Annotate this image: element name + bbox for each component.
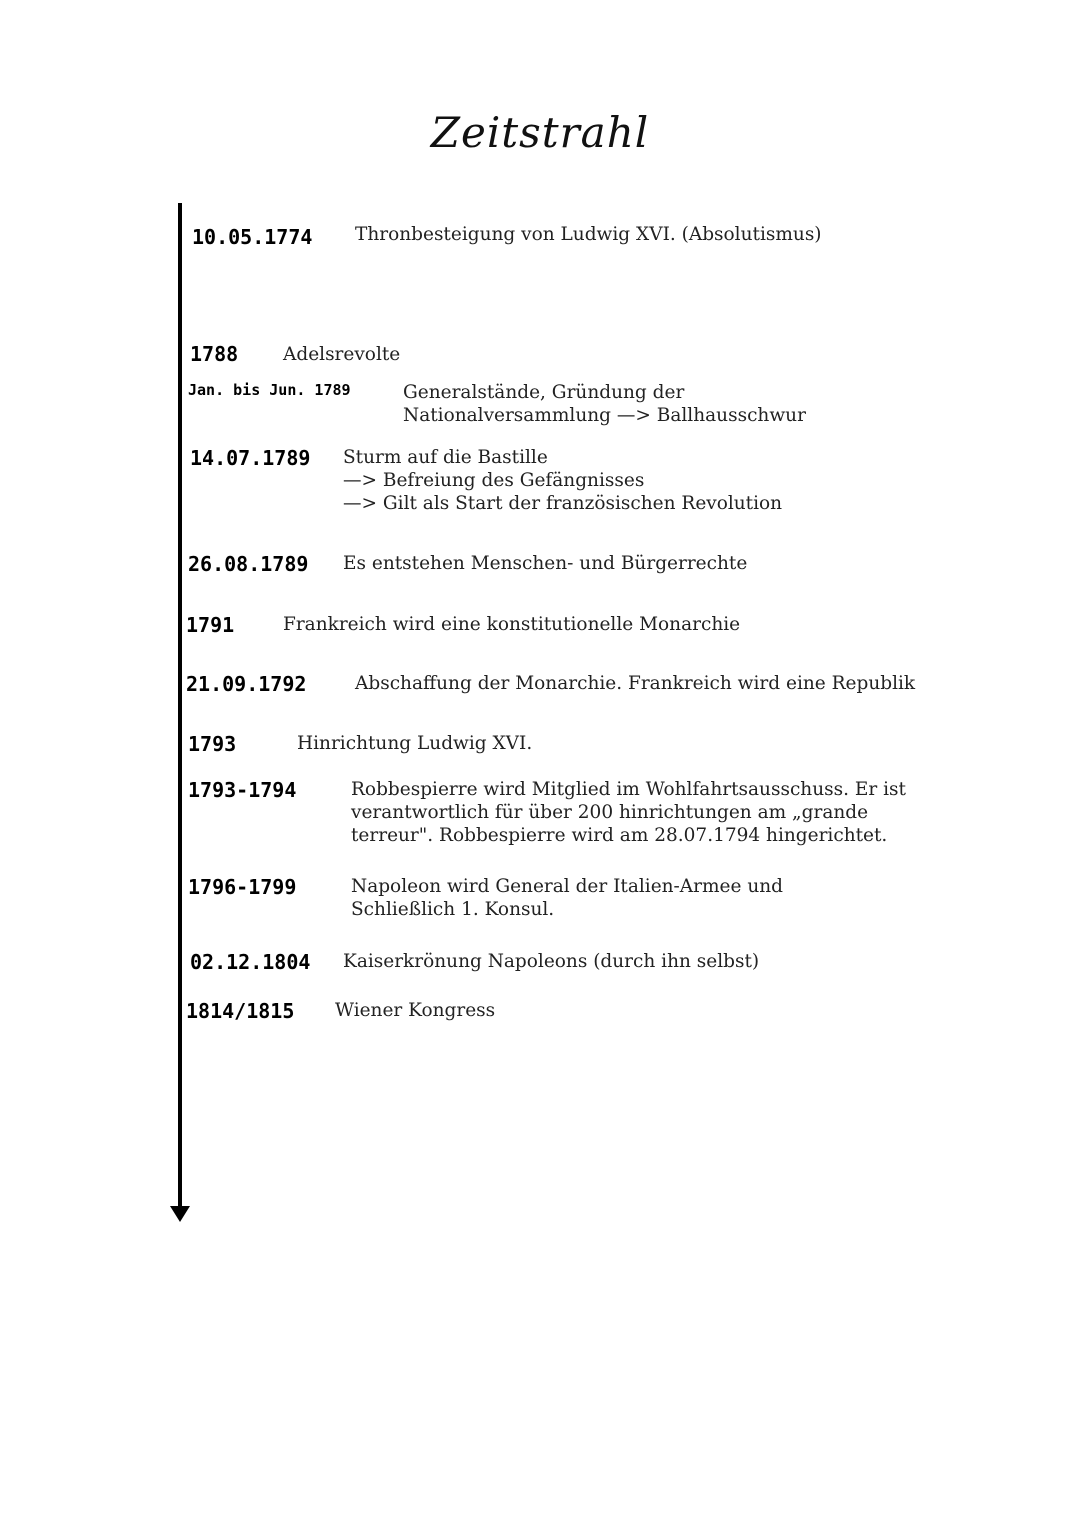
event-line: Wiener Kongress — [335, 1000, 496, 1021]
event-line: —> Befreiung des Gefängnisses — [343, 470, 645, 491]
event-date: 14.07.1789 — [190, 446, 311, 470]
arrow-down-icon — [170, 1206, 190, 1222]
event-date: 1793 — [188, 732, 237, 756]
event-text — [283, 343, 400, 366]
event-line: Nationalversammlung —> Ballhausschwur — [403, 405, 806, 426]
event-line: Sturm auf die Bastille — [343, 447, 548, 468]
event-line: Schließlich 1. Konsul. — [351, 899, 555, 920]
event-text — [343, 552, 747, 575]
event-text — [403, 381, 806, 427]
event-text — [335, 999, 495, 1022]
event-line: Adelsrevolte — [283, 344, 401, 365]
event-date: 1791 — [186, 613, 235, 637]
event-text — [355, 223, 822, 246]
event-text — [351, 875, 783, 921]
event-line: Abschaffung der Monarchie. Frankreich wird eine Republik — [355, 673, 916, 694]
event-line: verantwortlich für über 200 hinrichtungen am „grande — [351, 802, 869, 823]
event-line: Thronbesteigung von Ludwig XVI. (Absolutismus) — [355, 224, 822, 245]
event-text — [297, 732, 532, 755]
event-line: Napoleon wird General der Italien-Armee und — [351, 876, 784, 897]
page-title: Zeitstrahl — [430, 108, 650, 157]
event-line: Es entstehen Menschen- und Bürgerrechte — [343, 553, 748, 574]
event-line: Generalstände, Gründung der — [403, 382, 685, 403]
event-line: terreur". Robbespierre wird am 28.07.1794 hingerichtet. — [351, 825, 888, 846]
timeline-axis — [178, 203, 182, 1211]
event-date: Jan. bis Jun. 1789 — [188, 381, 351, 399]
event-text — [343, 446, 782, 515]
event-date: 10.05.1774 — [192, 225, 313, 249]
event-date: 1796-1799 — [188, 875, 297, 899]
event-line: Hinrichtung Ludwig XVI. — [297, 733, 533, 754]
event-line: Robbespierre wird Mitglied im Wohlfahrtsausschuss. Er ist — [351, 779, 906, 800]
event-date: 02.12.1804 — [190, 950, 311, 974]
event-date: 26.08.1789 — [188, 552, 309, 576]
event-line: Kaiserkrönung Napoleons (durch ihn selbst) — [343, 951, 760, 972]
event-text — [343, 950, 759, 973]
event-date: 21.09.1792 — [186, 672, 307, 696]
event-text — [283, 613, 740, 636]
event-line: —> Gilt als Start der französischen Revolution — [343, 493, 783, 514]
event-line: Frankreich wird eine konstitutionelle Monarchie — [283, 614, 741, 635]
event-date: 1793-1794 — [188, 778, 297, 802]
event-date: 1814/1815 — [186, 999, 295, 1023]
event-text — [355, 672, 915, 695]
event-date: 1788 — [190, 342, 239, 366]
event-text — [351, 778, 906, 847]
